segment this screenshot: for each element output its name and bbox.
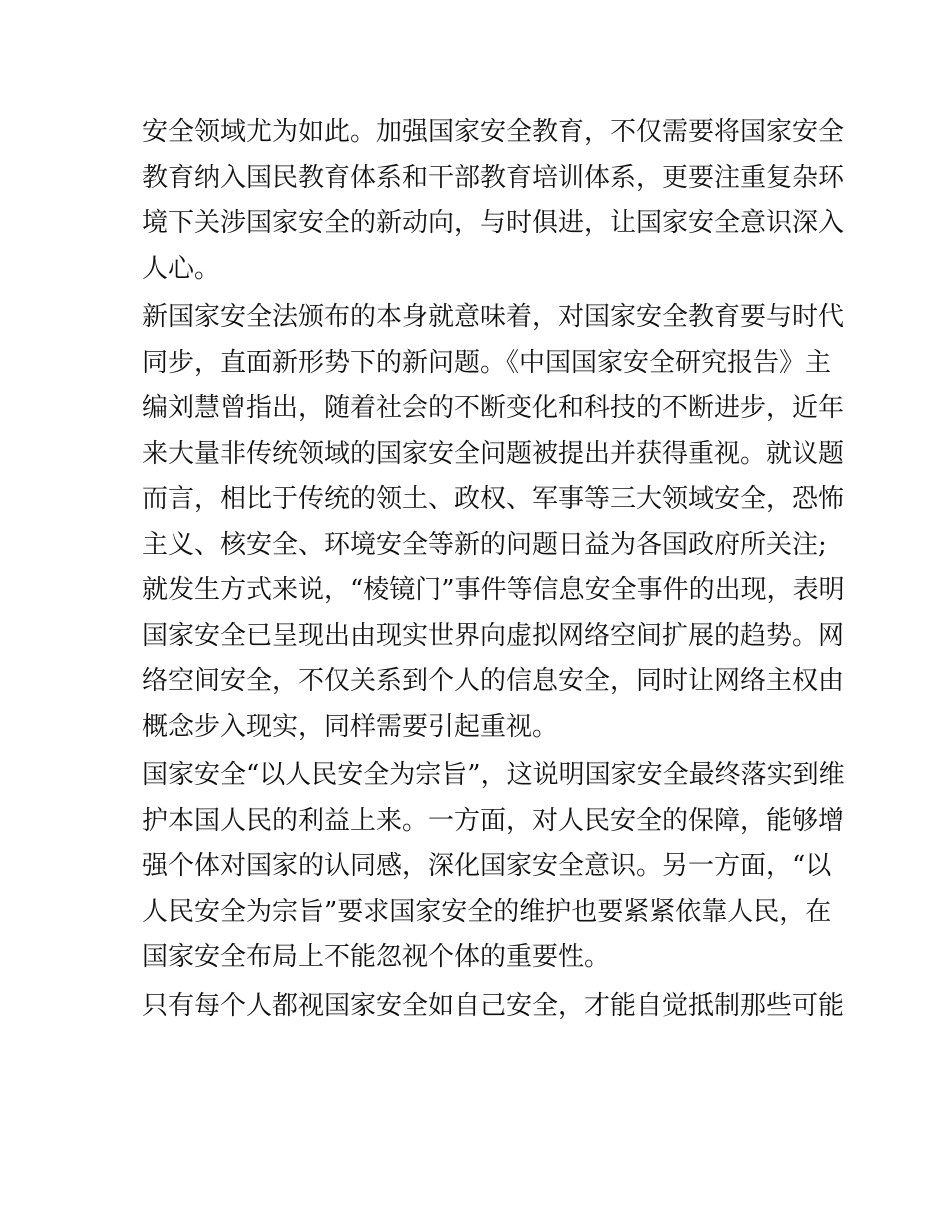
text-line: 主义、核安全、环境安全等新的问题日益为各国政府所关注;	[142, 529, 827, 560]
text-line: 国家安全“以人民安全为宗旨”，这说明国家安全最终落实到维	[142, 760, 845, 790]
text-line: 国家安全已呈现出由现实世界向虚拟网络空间扩展的趋势。网	[142, 620, 845, 651]
text-line: 络空间安全，不仅关系到个人的信息安全，同时让网络主权由	[142, 666, 845, 696]
text-line: 强个体对国家的认同感，深化国家安全意识。另一方面，“以	[142, 851, 832, 881]
document-body	[142, 110, 845, 1029]
paragraph-2	[142, 295, 845, 750]
text-line: 人民安全为宗旨”要求国家安全的维护也要紧紧依靠人民，在	[142, 896, 832, 927]
text-line: 概念步入现实，同样需要引起重视。	[142, 711, 559, 742]
text-line: 护本国人民的利益上来。一方面，对人民安全的保障，能够增	[142, 805, 845, 836]
text-line: 境下关涉国家安全的新动向，与时俱进，让国家安全意识深入	[142, 208, 845, 238]
paragraph-1	[142, 110, 845, 292]
text-line: 同步，直面新形势下的新问题。《中国国家安全研究报告》主	[142, 347, 832, 378]
text-line: 而言，相比于传统的领土、政权、军事等三大领域安全，恐怖	[142, 484, 845, 514]
text-line: 新国家安全法颁布的本身就意味着，对国家安全教育要与时代	[142, 302, 845, 332]
text-line: 国家安全布局上不能忽视个体的重要性。	[142, 942, 611, 972]
text-line: 就发生方式来说，“棱镜门”事件等信息安全事件的出现，表明	[142, 575, 845, 605]
text-line: 来大量非传统领域的国家安全问题被提出并获得重视。就议题	[142, 438, 845, 469]
text-line: 安全领域尤为如此。加强国家安全教育，不仅需要将国家安全	[142, 117, 845, 147]
paragraph-3	[142, 753, 845, 981]
text-line: 只有每个人都视国家安全如自己安全，才能自觉抵制那些可能	[142, 990, 845, 1021]
paragraph-4	[142, 984, 845, 1030]
text-line: 教育纳入国民教育体系和干部教育培训体系，更要注重复杂环	[142, 162, 845, 193]
text-line: 编刘慧曾指出，随着社会的不断变化和科技的不断进步，近年	[142, 393, 845, 423]
text-line: 人心。	[142, 253, 221, 284]
